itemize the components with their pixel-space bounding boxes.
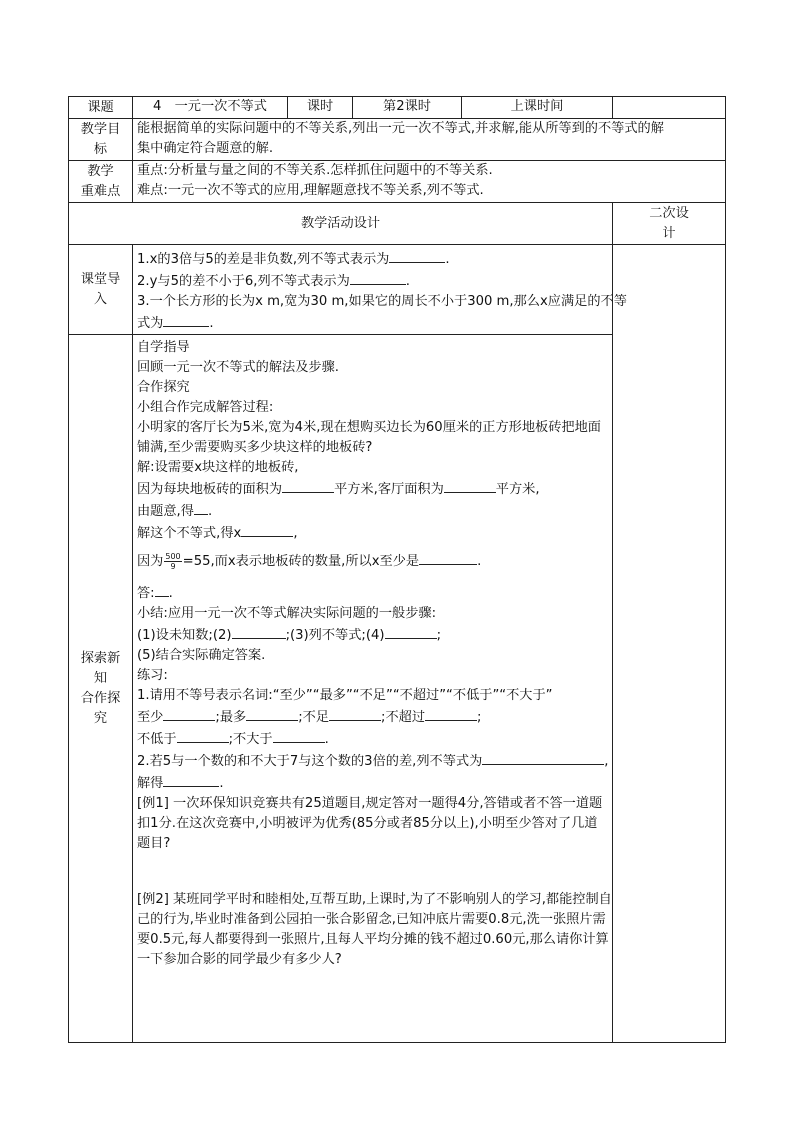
key-point-important: 重点:分析量与量之间的不等关系.怎样抓住问题中的不等关系.	[137, 163, 493, 178]
key-points-row	[69, 161, 726, 203]
class-time-label: 上课时间	[462, 97, 613, 119]
self-study-heading: 自学指导	[137, 340, 190, 355]
class-time-value	[613, 97, 726, 119]
header-row	[69, 97, 726, 119]
example-2: [例2] 某班同学平时和睦相处,互帮互助,上课时,为了不影响别人的学习,都能控制自	[137, 892, 612, 907]
intro-label: 课堂导 入	[69, 245, 133, 335]
key-point-difficult: 难点:一元一次不等式的应用,理解题意找不等关系,列不等式.	[137, 183, 484, 198]
practice-heading: 练习:	[137, 668, 168, 683]
topic-label: 课题	[69, 97, 133, 119]
coop-heading: 合作探究	[137, 380, 190, 395]
intro-content: 1.x的3倍与5的差是非负数,列不等式表示为 . 2.y与5的差不小于6,列不等式表示为 . 3.一个长方形的长为x m,宽为30 m,如果它的周长不小于300 m,那么x应满足的不等 式为 .	[133, 245, 613, 335]
period-label: 课时	[288, 97, 353, 119]
goals-label: 教学目 标	[69, 119, 133, 161]
goals-text: 能根据简单的实际问题中的不等关系,列出一元一次不等式,并求解,能从所等到的不等式的解 集中确定符合题意的解.	[133, 119, 726, 161]
period-value: 第2课时	[353, 97, 462, 119]
explore-content: 自学指导 回顾一元一次不等式的解法及步骤. 合作探究 小组合作完成解答过程: 小明家的客厅长为5米,宽为4米,现在想购买边长为60厘米的正方形地板砖把地面 铺满,至少需要购买多少块这样的地板砖? 解:设需要x块这样的地板砖, 因为每块地板砖的面积为 平方米,客厅面积为 平方米, 由题意,得 . 解这个不等式,得x , 因为 $\frac{500}{9}$ =55,而x表示地板砖的数量,所以x至少是 . 答: . 小结:应用一元一次不等式解决实际问题的一般步骤: (1)设未知数;(2) ;(3)列不等式;(4) ; (5)结合实际确定答案. 练习: 1.请用不等号表示名词:“至少”“最多”“不足”“不超过”“不低于”“不大于” 至少 ;最多 ;不足 ;不超过 ; 不低于 ;不大于 . 2.若5与一个数的和不大于7与这个数的3倍的差,列不等式为 , 解得 . [例1] 一次环保知识竞赛共有25道题目,规定答对一题得4分,答错或者不答一道题 扣1分.在这次竞赛中,小明被评为优秀(85分或者85分以上),小明至少答对了几道 题目? [例2] 某班同学平时和睦相处,互帮互助,上课时,为了不影响别人的学习,都能控制自 己的行为,毕业时准备到公园拍一张合影留念,已知冲底片需要0.8元,洗一张照片需 要0.5元,每人都要得到一张照片,且每人平均分摊的钱不超过0.60元,那么请你计算 一下参加合影的同学最少有多少人?	[133, 335, 613, 1043]
example-1: [例1] 一次环保知识竞赛共有25道题目,规定答对一题得4分,答错或者不答一道题	[137, 796, 603, 811]
lesson-plan-table	[68, 96, 726, 1043]
topic-value: 4 一元一次不等式	[133, 97, 288, 119]
goals-row	[69, 119, 726, 161]
key-points-label: 教学 重难点	[69, 161, 133, 203]
explore-label: 探索新 知 合作探 究	[69, 335, 133, 1043]
fraction: $\frac{500}{9}$	[165, 551, 181, 571]
second-design-label: 二次设 计	[613, 203, 726, 245]
summary-text: 小结:应用一元一次不等式解决实际问题的一般步骤:	[137, 606, 437, 621]
design-row	[69, 203, 726, 245]
second-design-column	[613, 245, 726, 1043]
intro-row	[69, 245, 726, 335]
key-points-text	[133, 161, 726, 203]
design-title: 教学活动设计	[69, 203, 613, 245]
